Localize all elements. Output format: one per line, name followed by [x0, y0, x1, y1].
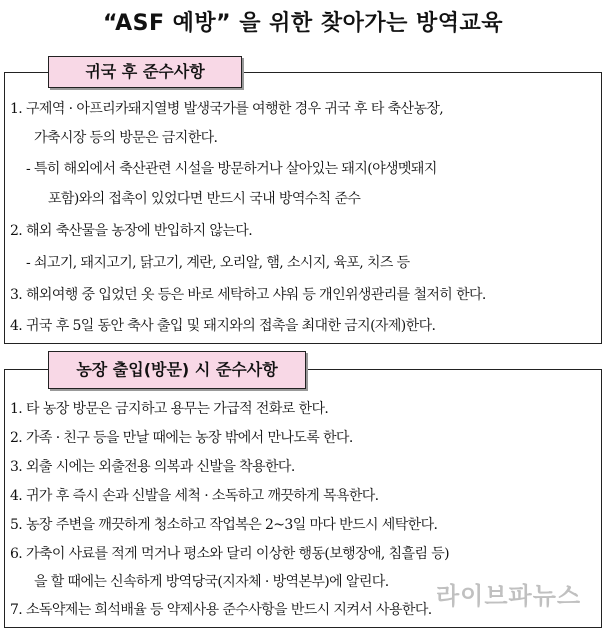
- rule-subitem: - 특히 해외에서 축산관련 시설을 방문하거나 살아있는 돼지(야생멧돼지: [26, 161, 437, 177]
- rule-item: 4. 귀국 후 5일 동안 축사 출입 및 돼지와의 접촉을 최대한 금지(자제)한다.: [10, 318, 436, 334]
- rule-item: 2. 가족 · 친구 등을 만날 때에는 농장 밖에서 만나도록 한다.: [10, 430, 353, 446]
- rule-item: 3. 해외여행 중 입었던 옷 등은 바로 세탁하고 샤워 등 개인위생관리를 철저히 한다.: [10, 287, 486, 303]
- rule-item: 1. 타 농장 방문은 금지하고 용무는 가급적 전화로 한다.: [10, 401, 329, 417]
- rule-item: 5. 농장 주변을 깨끗하게 청소하고 작업복은 2~3일 마다 반드시 세탁한다.: [10, 517, 438, 533]
- watermark-logo: 라이브파뉴스: [436, 582, 582, 610]
- rule-item-continued: 을 할 때에는 신속하게 방역당국(지자체 · 방역본부)에 알린다.: [34, 574, 389, 590]
- rule-item-continued: 가축시장 등의 방문은 금지한다.: [34, 130, 218, 146]
- rule-subitem-continued: 포함)와의 접촉이 있었다면 반드시 국내 방역수칙 준수: [48, 191, 361, 207]
- rule-item: 2. 해외 축산물을 농장에 반입하지 않는다.: [10, 223, 253, 239]
- section-heading-after-return: 귀국 후 준수사항: [48, 56, 242, 88]
- rule-item: 3. 외출 시에는 외출전용 의복과 신발을 착용한다.: [10, 459, 295, 475]
- rule-item: 4. 귀가 후 즉시 손과 신발을 세척 · 소독하고 깨끗하게 목욕한다.: [10, 488, 379, 504]
- page-title: “ASF 예방” 을 위한 찾아가는 방역교육: [102, 11, 504, 36]
- rule-item: 7. 소독약제는 희석배율 등 약제사용 준수사항을 반드시 지켜서 사용한다.: [10, 602, 432, 618]
- rule-item: 6. 가축이 사료를 적게 먹거나 평소와 달리 이상한 행동(보행장애, 침흘림 등): [10, 546, 450, 562]
- rule-subitem: - 쇠고기, 돼지고기, 닭고기, 계란, 오리알, 햄, 소시지, 육포, 치즈 등: [26, 255, 410, 271]
- rule-item: 1. 구제역 · 아프리카돼지열병 발생국가를 여행한 경우 귀국 후 타 축산농장,: [10, 101, 444, 117]
- section-heading-farm-visit: 농장 출입(방문) 시 준수사항: [48, 351, 306, 389]
